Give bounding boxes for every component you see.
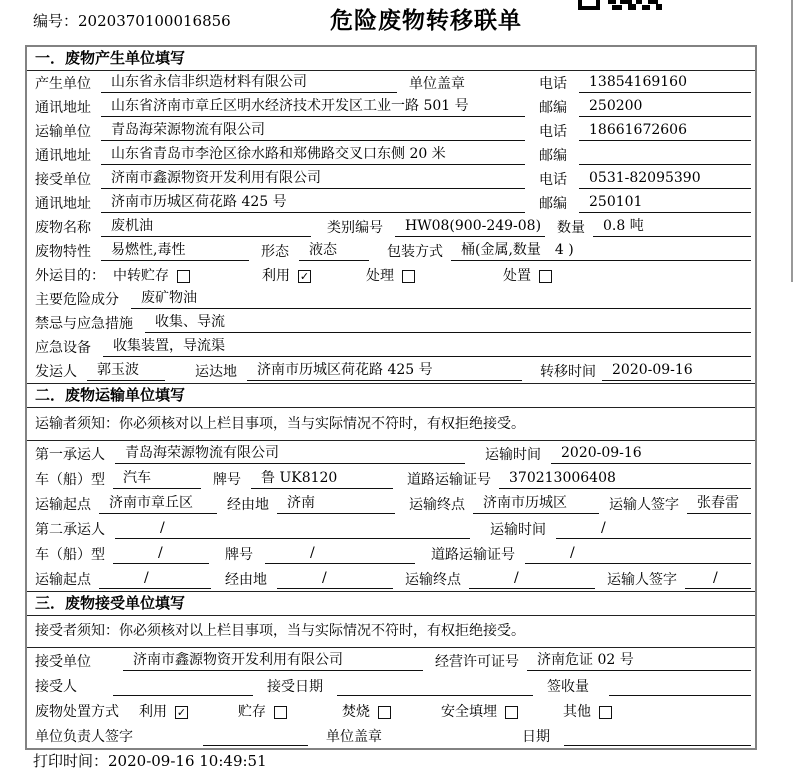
vehicle2-type-value: / [113, 545, 209, 564]
emergency-measures-value: 收集、导流 [145, 314, 751, 333]
section3-heading: 三．废物接受单位填写 [27, 591, 755, 616]
packing-label: 包装方式 [387, 244, 443, 260]
route1-end-label: 运输终点 [409, 497, 465, 513]
vehicle1-license-value: 370213006408 [499, 470, 751, 489]
vehicle1-type-label: 车（船）型 [35, 472, 105, 488]
waste-category-value: HW08(900-249-08) [395, 218, 545, 237]
receive-person-label: 接受人 [35, 679, 77, 695]
route1-end-value: 济南市历城区 [473, 495, 599, 514]
disposal-other-label: 其他 [563, 704, 591, 720]
receipt-qty-value [609, 694, 751, 696]
route2-sign-value: / [685, 570, 751, 589]
transport-unit-label: 运输单位 [35, 124, 91, 140]
receiver-zip-value: 250101 [579, 194, 751, 213]
unit-seal-label: 单位盖章 [326, 729, 382, 745]
row-responsible-sign [27, 723, 755, 748]
producer-zip-value: 250200 [579, 98, 751, 117]
disposal-burn-label: 焚烧 [342, 704, 370, 720]
row-receiver-address [27, 191, 755, 215]
row-shipper [27, 359, 755, 383]
transport-unit-value: 青岛海荣源物流有限公司 [101, 122, 525, 141]
disposal-method-label: 废物处置方式 [35, 704, 119, 720]
section1-heading: 一．废物产生单位填写 [27, 47, 755, 71]
purpose-option-treat-label: 处理 [366, 268, 394, 284]
doc-number-label: 编号： [33, 12, 79, 30]
purpose-storage-checkbox [177, 270, 190, 283]
disposal-store-label: 贮存 [238, 704, 266, 720]
receiver-notice: 接受者须知：你必须核对以上栏目事项，当与实际情况不符时，有权拒绝接受。 [27, 616, 755, 648]
print-time [33, 750, 267, 768]
vehicle2-license-label: 道路运输证号 [431, 547, 515, 563]
vehicle1-plate-label: 牌号 [213, 472, 241, 488]
purpose-use-checkbox: ✓ [299, 270, 310, 283]
shipper-value: 郭玉波 [87, 362, 165, 381]
carrier1-label: 第一承运人 [35, 447, 105, 463]
disposal-use-label: 利用 [139, 704, 167, 720]
row-carrier2 [27, 516, 755, 541]
carrier2-label: 第二承运人 [35, 522, 105, 538]
row-route2 [27, 566, 755, 591]
row-disposal-method [27, 698, 755, 723]
route1-via-label: 经由地 [227, 497, 269, 513]
row-hazard-component [27, 287, 755, 311]
row-route1 [27, 491, 755, 516]
transport-address-label: 通讯地址 [35, 148, 91, 164]
purpose-label: 外运目的： [35, 268, 105, 284]
transport-phone-value: 18661672606 [579, 122, 751, 141]
producer-phone-label: 电话 [539, 76, 567, 92]
route1-sign-value: 张春雷 [687, 495, 751, 514]
purpose-dispose-checkbox [539, 270, 552, 283]
receiver-zip-label: 邮编 [539, 196, 567, 212]
producer-unit-label: 产生单位 [35, 76, 91, 92]
receiver-address-value: 济南市历城区荷花路 425 号 [101, 194, 525, 213]
receipt-qty-label: 签收量 [547, 679, 589, 695]
waste-form-value: 液态 [299, 242, 369, 261]
hazard-component-label: 主要危险成分 [35, 292, 119, 308]
row-vehicle2 [27, 541, 755, 566]
receive-unit-label: 接受单位 [35, 654, 91, 670]
row-transfer-purpose [27, 263, 755, 287]
waste-name-label: 废物名称 [35, 220, 91, 236]
date-label: 日期 [522, 729, 550, 745]
operate-license-label: 经营许可证号 [435, 654, 519, 670]
producer-address-value: 山东省济南市章丘区明水经济技术开发区工业一路 501 号 [101, 98, 525, 117]
carrier2-time-label: 运输时间 [490, 522, 546, 538]
qr-code-fragment [578, 0, 662, 10]
receiver-phone-value: 0531-82095390 [579, 170, 751, 189]
row-receiver-unit [27, 167, 755, 191]
disposal-burn-checkbox [378, 706, 391, 719]
carrier2-value: / [115, 520, 470, 539]
receive-date-label: 接受日期 [267, 679, 323, 695]
waste-form-label: 形态 [261, 244, 289, 260]
page-title: 危险废物转移联单 [330, 8, 522, 34]
responsible-sign-label: 单位负责人签字 [35, 729, 133, 745]
row-vehicle1 [27, 466, 755, 491]
row-transport-address [27, 143, 755, 167]
route1-start-value: 济南市章丘区 [99, 495, 217, 514]
receiver-phone-label: 电话 [539, 172, 567, 188]
emergency-equipment-label: 应急设备 [35, 340, 91, 356]
disposal-store-checkbox [274, 706, 287, 719]
transport-address-value: 山东省青岛市李沧区徐水路和郑佛路交叉口东侧 20 米 [101, 146, 525, 165]
carrier2-time-value: / [556, 520, 751, 539]
carrier1-value: 青岛海荣源物流有限公司 [115, 445, 465, 464]
row-waste-name [27, 215, 755, 239]
disposal-use-checkbox: ✓ [176, 706, 187, 719]
destination-label: 运达地 [195, 364, 237, 380]
carrier1-time-label: 运输时间 [485, 447, 541, 463]
producer-unit-value: 山东省永信非织造材料有限公司 [101, 74, 397, 93]
row-receive-unit [27, 648, 755, 673]
emergency-equipment-value: 收集装置，导流渠 [103, 338, 751, 357]
receiver-unit-value: 济南市鑫源物资开发利用有限公司 [101, 170, 525, 189]
transport-zip-label: 邮编 [539, 148, 567, 164]
row-emergency-equipment [27, 335, 755, 359]
waste-category-label: 类别编号 [327, 220, 383, 236]
producer-seal-label: 单位盖章 [409, 76, 465, 92]
route2-start-label: 运输起点 [35, 572, 91, 588]
route2-via-label: 经由地 [225, 572, 267, 588]
responsible-sign-value [203, 744, 308, 746]
shipper-label: 发运人 [35, 364, 77, 380]
vehicle2-plate-label: 牌号 [225, 547, 253, 563]
vehicle1-plate-value: 鲁 UK8120 [251, 470, 393, 489]
route2-via-value: / [277, 570, 393, 589]
transfer-form-table [25, 45, 757, 750]
purpose-option-storage-label: 中转贮存 [113, 268, 169, 284]
section2-heading: 二．废物运输单位填写 [27, 383, 755, 408]
vehicle2-plate-value: / [265, 545, 415, 564]
route2-sign-label: 运输人签字 [607, 572, 677, 588]
vehicle2-license-value: / [525, 545, 751, 564]
operate-license-value: 济南危证 02 号 [527, 652, 751, 671]
waste-property-label: 废物特性 [35, 244, 91, 260]
transport-zip-value [579, 163, 751, 165]
disposal-other-checkbox [599, 706, 612, 719]
producer-address-label: 通讯地址 [35, 100, 91, 116]
vehicle1-type-value: 汽车 [113, 470, 201, 489]
disposal-landfill-checkbox [505, 706, 518, 719]
date-value [564, 744, 751, 746]
receiver-unit-label: 接受单位 [35, 172, 91, 188]
hazard-component-value: 废矿物油 [131, 290, 751, 309]
doc-number-value: 2020370100016856 [78, 12, 231, 30]
waste-qty-value: 0.8 吨 [593, 218, 751, 237]
row-receive-person [27, 673, 755, 698]
receive-person-value [113, 694, 253, 696]
vehicle1-license-label: 道路运输证号 [407, 472, 491, 488]
producer-zip-label: 邮编 [539, 100, 567, 116]
route1-via-value: 济南 [277, 495, 395, 514]
purpose-option-dispose-label: 处置 [503, 268, 531, 284]
receive-date-value [337, 694, 533, 696]
row-waste-property [27, 239, 755, 263]
carrier1-time-value: 2020-09-16 [551, 445, 751, 464]
print-time-label: 打印时间： [33, 752, 109, 768]
transport-phone-label: 电话 [539, 124, 567, 140]
receiver-address-label: 通讯地址 [35, 196, 91, 212]
destination-value: 济南市历城区荷花路 425 号 [247, 362, 522, 381]
route2-end-label: 运输终点 [405, 572, 461, 588]
row-emergency-measures [27, 311, 755, 335]
transfer-time-value: 2020-09-16 [602, 362, 751, 381]
route2-start-value: / [99, 570, 211, 589]
packing-value: 桶(金属,数量 4 ) [451, 242, 751, 261]
transporter-notice: 运输者须知：你必须核对以上栏目事项，当与实际情况不符时，有权拒绝接受。 [27, 408, 755, 441]
route1-sign-label: 运输人签字 [609, 497, 679, 513]
row-transport-unit [27, 119, 755, 143]
waste-name-value: 废机油 [101, 218, 311, 237]
route2-end-value: / [469, 570, 595, 589]
row-carrier1 [27, 441, 755, 466]
transfer-time-label: 转移时间 [540, 364, 596, 380]
producer-phone-value: 13854169160 [579, 74, 751, 93]
emergency-measures-label: 禁忌与应急措施 [35, 316, 133, 332]
row-producer-address [27, 95, 755, 119]
waste-property-value: 易燃性,毒性 [101, 242, 249, 261]
receive-unit-value: 济南市鑫源物资开发利用有限公司 [123, 652, 423, 671]
row-producer-unit [27, 71, 755, 95]
purpose-treat-checkbox [402, 270, 415, 283]
print-time-value: 2020-09-16 10:49:51 [108, 752, 267, 768]
purpose-option-use-label: 利用 [262, 268, 290, 284]
page-edge-line [791, 0, 793, 282]
disposal-landfill-label: 安全填埋 [441, 704, 497, 720]
route1-start-label: 运输起点 [35, 497, 91, 513]
doc-number [33, 10, 231, 31]
waste-qty-label: 数量 [557, 220, 585, 236]
vehicle2-type-label: 车（船）型 [35, 547, 105, 563]
